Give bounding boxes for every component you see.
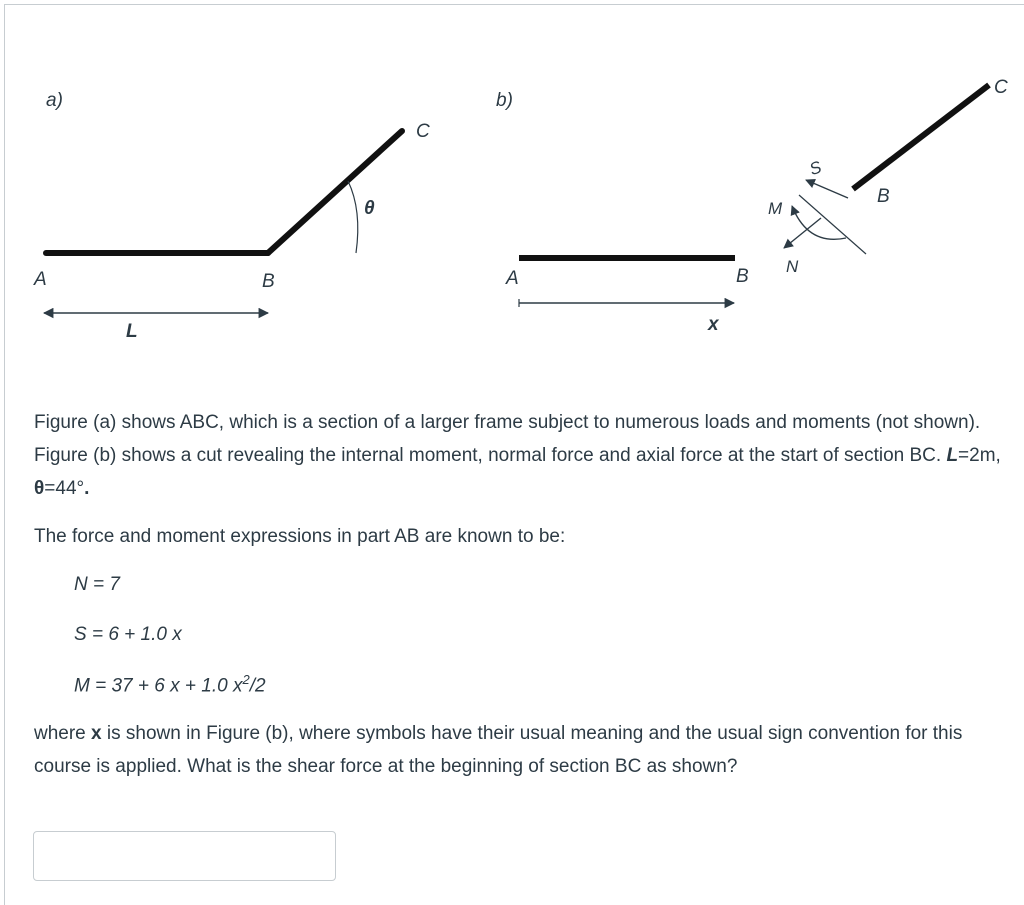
point-c-label: C — [416, 121, 430, 142]
equation-moment — [74, 672, 266, 697]
given-l-symbol: L — [946, 445, 959, 466]
x-axis-label: x — [708, 314, 719, 335]
normal-label: N — [786, 257, 799, 276]
figure-b — [496, 77, 1008, 335]
point-a-label: A — [34, 269, 47, 290]
answer-input[interactable] — [33, 831, 336, 881]
equation-moment-end: /2 — [249, 675, 266, 697]
equation-moment-exponent: 2 — [242, 672, 250, 687]
point-a-label-b: A — [506, 268, 519, 289]
panel-label-a: a) — [46, 90, 63, 111]
given-theta-value: =44° — [44, 478, 85, 499]
equation-shear: S = 6 + 1.0 x — [74, 624, 182, 645]
shear-arrow — [806, 180, 848, 198]
intro-text: Figure (a) shows ABC, which is a section of a larger frame subject to numerous loads and moments (not shown). Figure (b) shows a cut revealing the internal moment, normal force and axial force at the start of section BC. — [34, 412, 981, 466]
shear-label: S — [806, 157, 825, 180]
beam-bc — [268, 131, 402, 253]
figure-a — [33, 90, 430, 342]
panel-label-b: b) — [496, 90, 513, 111]
figure — [0, 0, 1024, 370]
question-paragraph — [34, 717, 1019, 783]
moment-label: M — [768, 199, 783, 218]
cut-line — [799, 195, 866, 254]
point-b2-label: B — [877, 186, 890, 207]
angle-arc — [348, 181, 358, 253]
beam-bc-cut — [853, 85, 989, 189]
normal-arrow — [784, 218, 821, 248]
angle-label: θ — [364, 198, 375, 219]
lead-text: The force and moment expressions in part AB are known to be: — [34, 526, 566, 547]
equation-moment-main: M = 37 + 6 x + 1.0 x — [74, 675, 243, 697]
given-l-value: =2m, — [958, 445, 1001, 466]
question-post: is shown in Figure (b), where symbols have their usual meaning and the usual sign convention for this course is applied. What is the shear force at the beginning of section BC as shown? — [34, 723, 963, 777]
question-x: x — [91, 723, 102, 744]
given-end: . — [84, 478, 90, 499]
point-c-label-b: C — [994, 77, 1008, 98]
intro-paragraph — [34, 406, 1019, 505]
point-b-label-b: B — [736, 266, 749, 287]
given-theta-symbol: θ — [34, 478, 45, 499]
equation-normal: N = 7 — [74, 574, 120, 595]
length-label: L — [126, 321, 138, 342]
point-b-label: B — [262, 271, 275, 292]
question-pre: where — [34, 723, 92, 744]
